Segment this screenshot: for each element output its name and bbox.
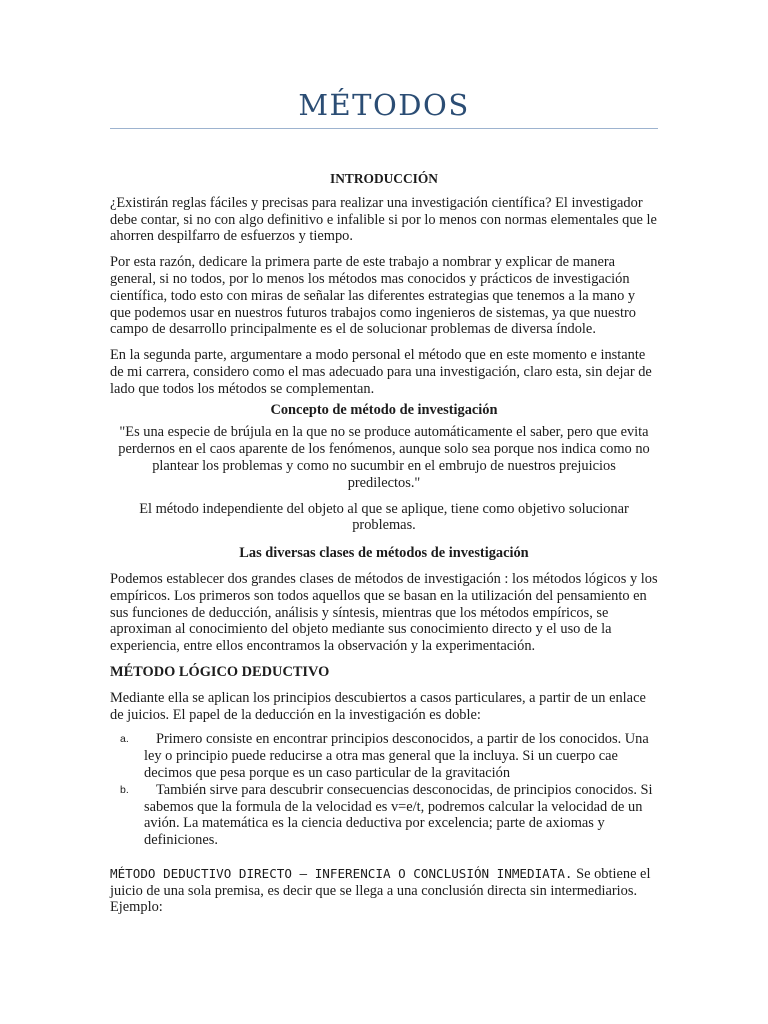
deductive-list <box>110 731 658 849</box>
list-item <box>110 731 658 781</box>
intro-paragraph-2: Por esta razón, dedicare la primera parte de este trabajo a nombrar y explicar de manera general, si no todos, por lo menos los métodos mas conocidos y prácticos de investigación científica, todo esto con miras de señalar las diferentes estrategias que tenemos a la mano y que podemos usar en nuestros futuros trabajos como ingenieros de sistemas, ya que nuestro campo de desarrollo principalmente es el de solucionar problemas de diversa índole. <box>110 254 636 338</box>
concept-quote: "Es una especie de brújula en la que no se produce automáticamente el saber, pero que evita perdernos en el caos aparente de los fenómenos, aunque solo sea porque nos indica como no plantear los problemas y como no sucumbir en el embrujo de nuestros prejuicios predilectos." <box>118 424 650 491</box>
intro-paragraph-3: En la segunda parte, argumentare a modo personal el método que en este momento e instante de mi carrera, considero como el mas adecuado para una investigación, claro esta, sin dejar de lado que todos los métodos se complementan. <box>110 347 652 397</box>
direct-deductive-lead: MÉTODO DEDUCTIVO DIRECTO – INFERENCIA O CONCLUSIÓN INMEDIATA. <box>110 865 573 881</box>
intro-heading: INTRODUCCIÓN <box>330 171 438 186</box>
list-item <box>110 782 658 849</box>
classes-text: Podemos establecer dos grandes clases de métodos de investigación : los métodos lógicos y los empíricos. Los primeros son todos aquellos que se basan en la utilización del pensamiento en sus funciones de deducción, análisis y síntesis, mientras que los métodos empíricos, se aproximan al conocimiento del objeto mediante sus conocimiento directo y el uso de la experiencia, entre ellos encontramos la observación y la experimentación. <box>110 570 658 655</box>
classes-heading: Las diversas clases de métodos de investigación <box>239 545 529 562</box>
deductive-heading: MÉTODO LÓGICO DEDUCTIVO <box>110 663 330 680</box>
direct-deductive-text: Se obtiene el juicio de una sola premisa, es decir que se llega a una conclusión directa sin intermediarios. Ejemplo: <box>110 865 651 916</box>
list-item-text: También sirve para descubrir consecuencias desconocidas, de principios conocidos. Si sabemos que la formula de la velocidad es v=e/t, podremos calcular la velocidad de un avión. La matemática es la ciencia deductiva por excelencia; parte de axiomas y definiciones. <box>144 781 653 849</box>
intro-paragraph-1: ¿Existirán reglas fáciles y precisas para realizar una investigación científica? El investigador debe contar, si no con algo definitivo e infalible si por lo menos con normas elementales que le ahorren despilfarro de esfuerzos y tiempo. <box>110 194 657 245</box>
title-divider <box>110 128 658 129</box>
concept-heading: Concepto de método de investigación <box>270 401 498 418</box>
deductive-text: Mediante ella se aplican los principios descubiertos a casos particulares, a partir de un enlace de juicios. El papel de la deducción en la investigación es doble: <box>110 689 646 723</box>
concept-text: El método independiente del objeto al que se aplique, tiene como objetivo solucionar problemas. <box>139 500 629 534</box>
list-marker: a. <box>120 733 129 746</box>
list-item-text: Primero consiste en encontrar principios desconocidos, a partir de los conocidos. Una ley o principio puede reducirse a otra mas general que la incluya. Si un cuerpo cae decimos que pesa porque es un caso particular de la gravitación <box>144 731 649 781</box>
direct-deductive-paragraph <box>110 866 658 916</box>
list-marker: b. <box>120 783 129 796</box>
document-title: MÉTODOS <box>298 88 470 122</box>
